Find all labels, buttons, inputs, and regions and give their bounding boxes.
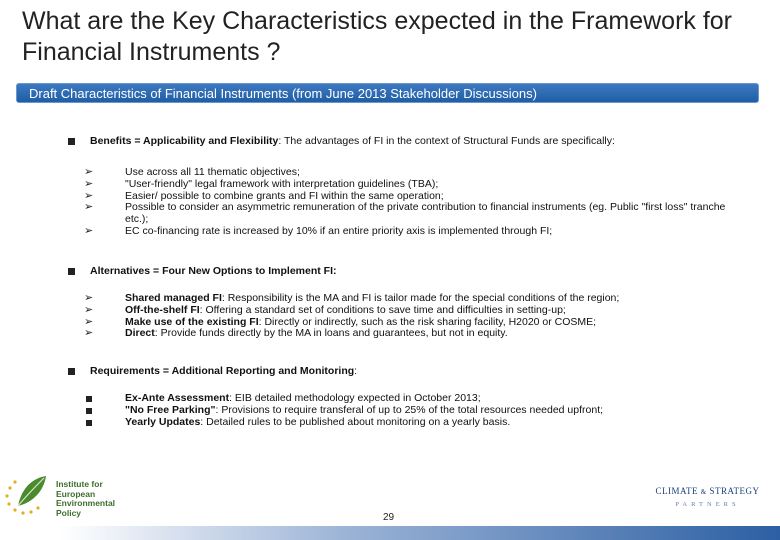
item-text: : Provisions to require transferal of up to 25% of the total resources needed upfront; xyxy=(215,403,604,416)
heading-bold: Requirements = Additional Reporting and Monitoring xyxy=(90,365,355,377)
item-bold: Off-the-shelf FI xyxy=(125,303,200,316)
section-heading xyxy=(60,265,750,278)
logo-title xyxy=(650,486,765,496)
item-bold: Shared managed FI xyxy=(125,292,222,304)
heading-rest: : The advantages of FI in the context of Structural Funds are specifically: xyxy=(278,135,615,147)
arrow-bullet-icon: ➢ xyxy=(84,201,94,214)
item-text: Easier/ possible to combine grants and FI within the same operation; xyxy=(125,189,444,202)
item-text: "User-friendly" legal framework with interpretation guidelines (TBA); xyxy=(125,177,439,190)
arrow-bullet-icon: ➢ xyxy=(84,224,94,237)
square-bullet-icon xyxy=(68,368,75,375)
logo-line: Policy xyxy=(56,507,82,518)
arrow-bullet-icon: ➢ xyxy=(84,292,94,304)
arrow-bullet-icon: ➢ xyxy=(84,327,94,340)
logo-text xyxy=(56,480,115,518)
item-bold: Ex-Ante Assessment xyxy=(125,392,230,404)
item-bold: Make use of the existing FI xyxy=(125,315,259,328)
requirements-list xyxy=(78,393,750,428)
item-text: : Responsibility is the MA and FI is tailor made for the special conditions of the region; xyxy=(221,292,620,304)
ieep-logo xyxy=(0,466,140,516)
section-heading xyxy=(60,365,750,378)
list-item xyxy=(78,202,750,226)
list-item xyxy=(78,417,750,429)
section-heading xyxy=(60,135,750,148)
logo-word: CLIMATE xyxy=(655,486,699,496)
square-bullet-icon xyxy=(86,408,92,414)
logo-subtitle: PARTNERS xyxy=(675,501,740,508)
arrow-bullet-icon: ➢ xyxy=(84,177,94,190)
logo-line: European xyxy=(56,488,96,499)
item-text: EC co-financing rate is increased by 10% if an entire priority axis is implemented through FI; xyxy=(125,224,553,237)
climate-strategy-logo xyxy=(650,486,765,514)
item-text: : Detailed rules to be published about monitoring on a yearly basis. xyxy=(200,415,511,428)
list-item xyxy=(78,328,750,340)
heading-rest: : xyxy=(354,365,358,377)
square-bullet-icon xyxy=(68,138,75,145)
item-text: : EIB detailed methodology expected in October 2013; xyxy=(229,392,481,404)
item-bold: Yearly Updates xyxy=(125,415,201,428)
item-bold: "No Free Parking" xyxy=(125,403,216,416)
logo-word: STRATEGY xyxy=(709,486,760,496)
square-bullet-icon xyxy=(86,396,92,402)
heading-bold: Alternatives = Four New Options to Implement FI: xyxy=(90,265,337,277)
logo-line: Institute for xyxy=(56,479,103,489)
arrow-bullet-icon: ➢ xyxy=(84,303,94,316)
slide-title: What are the Key Characteristics expected in the Framework for Financial Instruments ? xyxy=(22,7,733,66)
arrow-bullet-icon: ➢ xyxy=(84,189,94,202)
list-item xyxy=(78,226,750,238)
leaf-stars-icon xyxy=(0,466,56,522)
logo-line: Environmental xyxy=(56,498,116,508)
subtitle-banner: Draft Characteristics of Financial Instruments (from June 2013 Stakeholder Discussions) xyxy=(16,83,759,103)
square-bullet-icon xyxy=(68,268,75,275)
arrow-bullet-icon: ➢ xyxy=(84,166,94,178)
heading-bold: Benefits = Applicability and Flexibility xyxy=(90,135,279,147)
item-bold: Direct xyxy=(125,327,155,340)
page-number: 29 xyxy=(383,512,395,523)
section-requirements xyxy=(60,365,750,428)
arrow-bullet-icon: ➢ xyxy=(84,315,94,328)
item-text: : Offering a standard set of conditions to save time and difficulties in setting-up; xyxy=(199,303,566,316)
section-benefits xyxy=(60,135,750,238)
alternatives-list xyxy=(78,293,750,340)
logo-amp: & xyxy=(700,488,707,496)
footer-gradient-bar xyxy=(60,526,780,540)
item-text: Use across all 11 thematic objectives; xyxy=(125,166,300,178)
square-bullet-icon xyxy=(86,420,92,426)
section-alternatives xyxy=(60,265,750,340)
item-text: : Provide funds directly by the MA in loans and guarantees, but not in equity. xyxy=(154,327,508,340)
item-text: Possible to consider an asymmetric remuneration of the private contribution to financial instruments (eg. Public "first loss" tranche etc.); xyxy=(125,201,726,226)
benefit-list xyxy=(78,167,750,238)
item-text: : Directly or indirectly, such as the risk sharing facility, H2020 or COSME; xyxy=(258,315,597,328)
